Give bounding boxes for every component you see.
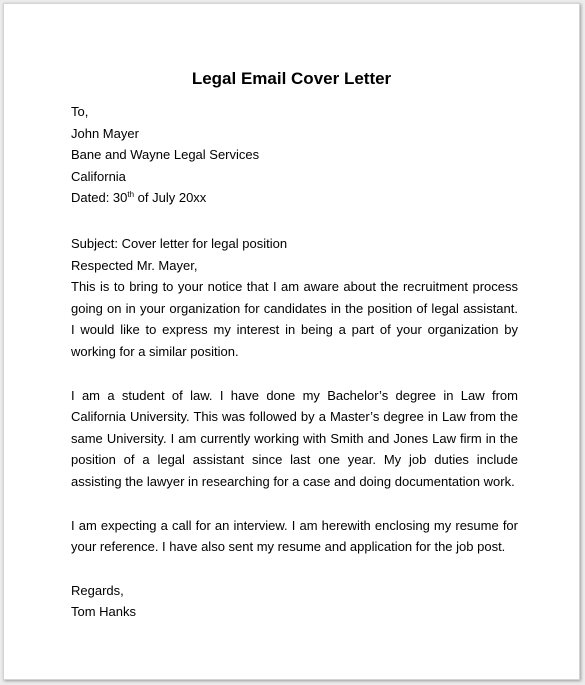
address-to: To, bbox=[71, 104, 89, 119]
paragraph-1: This is to bring to your notice that I am aware about the recruitment process going on in your organization for candidates in the position of legal assistant. I would like to express my interest in being a part of your organization by working for a similar position. bbox=[71, 279, 518, 359]
recipient-name: John Mayer bbox=[71, 125, 139, 141]
letter-subject: Subject: Cover letter for legal position bbox=[71, 235, 288, 251]
paragraph-2: I am a student of law. I have done my Bachelor’s degree in Law from California University. This was followed by a Master’s degree in Law from the same University. I am currently working with Smith and Jones Law firm in the position of a legal assistant since last one year. My job duties include assisting the lawyer in researching for a case and doing documentation work. bbox=[71, 387, 518, 489]
letter-body bbox=[71, 101, 518, 623]
date-prefix: Dated: 30 bbox=[71, 190, 128, 206]
paragraph-3: I am expecting a call for an interview. I am herewith enclosing my resume for your reference. I have also sent my resume and application for the job post. bbox=[71, 517, 518, 555]
letter-title: Legal Email Cover Letter bbox=[191, 69, 392, 88]
recipient-company: Bane and Wayne Legal Services bbox=[71, 147, 260, 163]
recipient-location: California bbox=[71, 168, 126, 184]
date-ordinal: th bbox=[127, 190, 135, 200]
date-suffix: of July 20xx bbox=[134, 190, 207, 206]
letter-closing: Regards, bbox=[71, 582, 124, 598]
letter-salutation: Respected Mr. Mayer, bbox=[71, 257, 198, 273]
letter-page bbox=[3, 3, 580, 680]
letter-date bbox=[71, 187, 518, 209]
letter-signature: Tom Hanks bbox=[71, 604, 137, 620]
